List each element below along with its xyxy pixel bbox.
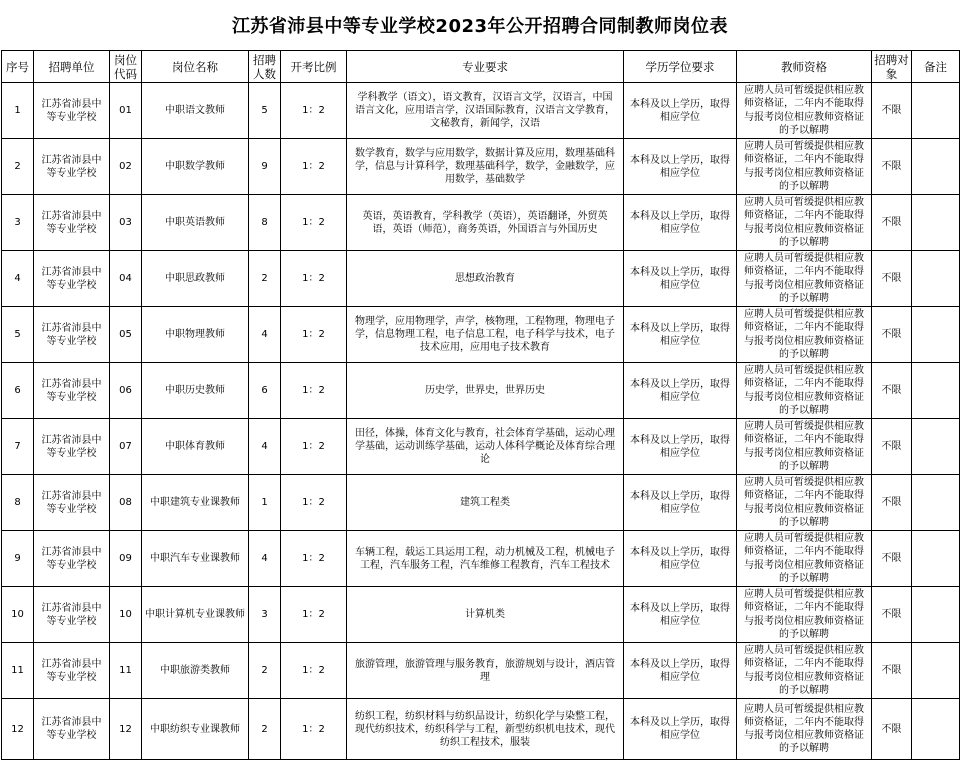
cell-code: 12: [110, 699, 142, 760]
cell-target: 不限: [872, 419, 912, 475]
cell-education: 本科及以上学历，取得相应学位: [624, 139, 737, 195]
cell-no: 5: [2, 307, 34, 363]
cell-ratio: 1：2: [281, 643, 347, 699]
cell-qualification: 应聘人员可暂缓提供相应教师资格证，二年内不能取得与报考岗位相应教师资格证的予以解聘: [737, 699, 872, 760]
cell-qualification: 应聘人员可暂缓提供相应教师资格证，二年内不能取得与报考岗位相应教师资格证的予以解聘: [737, 83, 872, 139]
header-ratio: 开考比例: [281, 51, 347, 83]
cell-qualification: 应聘人员可暂缓提供相应教师资格证，二年内不能取得与报考岗位相应教师资格证的予以解聘: [737, 307, 872, 363]
cell-unit: 江苏省沛县中等专业学校: [34, 251, 110, 307]
cell-unit: 江苏省沛县中等专业学校: [34, 643, 110, 699]
cell-unit: 江苏省沛县中等专业学校: [34, 83, 110, 139]
cell-remark: [912, 419, 960, 475]
cell-code: 09: [110, 531, 142, 587]
header-qualification: 教师资格: [737, 51, 872, 83]
cell-code: 08: [110, 475, 142, 531]
cell-count: 2: [249, 699, 281, 760]
cell-major: 田径，体操，体育文化与教育，社会体育学基础，运动心理学基础，运动训练学基础，运动人体科学概论及体育综合理论: [347, 419, 624, 475]
cell-no: 11: [2, 643, 34, 699]
cell-qualification: 应聘人员可暂缓提供相应教师资格证，二年内不能取得与报考岗位相应教师资格证的予以解聘: [737, 139, 872, 195]
cell-no: 9: [2, 531, 34, 587]
cell-education: 本科及以上学历，取得相应学位: [624, 531, 737, 587]
cell-remark: [912, 587, 960, 643]
cell-position: 中职汽车专业课教师: [142, 531, 249, 587]
cell-ratio: 1：2: [281, 363, 347, 419]
cell-education: 本科及以上学历，取得相应学位: [624, 83, 737, 139]
cell-position: 中职物理教师: [142, 307, 249, 363]
cell-unit: 江苏省沛县中等专业学校: [34, 475, 110, 531]
cell-major: 建筑工程类: [347, 475, 624, 531]
cell-unit: 江苏省沛县中等专业学校: [34, 419, 110, 475]
cell-education: 本科及以上学历，取得相应学位: [624, 307, 737, 363]
cell-code: 07: [110, 419, 142, 475]
cell-no: 12: [2, 699, 34, 760]
cell-position: 中职语文教师: [142, 83, 249, 139]
cell-major: 车辆工程，载运工具运用工程，动力机械及工程，机械电子工程，汽车服务工程，汽车维修工程教育，汽车工程技术: [347, 531, 624, 587]
header-count: 招聘人数: [249, 51, 281, 83]
cell-target: 不限: [872, 475, 912, 531]
positions-table: [1, 50, 960, 760]
cell-target: 不限: [872, 139, 912, 195]
cell-remark: [912, 643, 960, 699]
cell-count: 8: [249, 195, 281, 251]
cell-education: 本科及以上学历，取得相应学位: [624, 643, 737, 699]
cell-code: 03: [110, 195, 142, 251]
cell-position: 中职历史教师: [142, 363, 249, 419]
cell-remark: [912, 531, 960, 587]
cell-qualification: 应聘人员可暂缓提供相应教师资格证，二年内不能取得与报考岗位相应教师资格证的予以解聘: [737, 531, 872, 587]
cell-no: 3: [2, 195, 34, 251]
header-unit: 招聘单位: [34, 51, 110, 83]
cell-no: 6: [2, 363, 34, 419]
cell-unit: 江苏省沛县中等专业学校: [34, 699, 110, 760]
cell-position: 中职体育教师: [142, 419, 249, 475]
cell-education: 本科及以上学历，取得相应学位: [624, 699, 737, 760]
cell-code: 06: [110, 363, 142, 419]
cell-qualification: 应聘人员可暂缓提供相应教师资格证，二年内不能取得与报考岗位相应教师资格证的予以解聘: [737, 363, 872, 419]
table-header-row: [2, 51, 960, 83]
cell-ratio: 1：2: [281, 419, 347, 475]
cell-no: 4: [2, 251, 34, 307]
cell-education: 本科及以上学历，取得相应学位: [624, 195, 737, 251]
page-title: 江苏省沛县中等专业学校2023年公开招聘合同制教师岗位表: [231, 16, 729, 37]
cell-target: 不限: [872, 363, 912, 419]
cell-major: 学科教学（语文），语文教育，汉语言文学，汉语言，中国语言文化，应用语言学，汉语国际教育，汉语言文学教育，文秘教育，新闻学，汉语: [347, 83, 624, 139]
cell-code: 05: [110, 307, 142, 363]
cell-education: 本科及以上学历，取得相应学位: [624, 419, 737, 475]
table-row: [2, 83, 960, 139]
cell-no: 10: [2, 587, 34, 643]
cell-major: 计算机类: [347, 587, 624, 643]
cell-qualification: 应聘人员可暂缓提供相应教师资格证，二年内不能取得与报考岗位相应教师资格证的予以解聘: [737, 587, 872, 643]
table-row: [2, 419, 960, 475]
header-remark: 备注: [912, 51, 960, 83]
header-target: 招聘对象: [872, 51, 912, 83]
cell-major: 历史学，世界史，世界历史: [347, 363, 624, 419]
cell-position: 中职旅游类教师: [142, 643, 249, 699]
cell-ratio: 1：2: [281, 251, 347, 307]
cell-no: 2: [2, 139, 34, 195]
cell-no: 8: [2, 475, 34, 531]
cell-target: 不限: [872, 83, 912, 139]
cell-code: 11: [110, 643, 142, 699]
cell-target: 不限: [872, 643, 912, 699]
header-no: 序号: [2, 51, 34, 83]
cell-major: 数学教育，数学与应用数学，数据计算及应用，数理基础科学，信息与计算科学，数理基础科学，数学，金融数学，应用数学，基础数学: [347, 139, 624, 195]
table-row: [2, 587, 960, 643]
cell-unit: 江苏省沛县中等专业学校: [34, 139, 110, 195]
cell-remark: [912, 475, 960, 531]
cell-target: 不限: [872, 307, 912, 363]
cell-qualification: 应聘人员可暂缓提供相应教师资格证，二年内不能取得与报考岗位相应教师资格证的予以解聘: [737, 251, 872, 307]
cell-remark: [912, 699, 960, 760]
cell-position: 中职纺织专业课教师: [142, 699, 249, 760]
cell-count: 1: [249, 475, 281, 531]
cell-count: 5: [249, 83, 281, 139]
cell-education: 本科及以上学历，取得相应学位: [624, 363, 737, 419]
cell-target: 不限: [872, 531, 912, 587]
cell-qualification: 应聘人员可暂缓提供相应教师资格证，二年内不能取得与报考岗位相应教师资格证的予以解聘: [737, 643, 872, 699]
cell-unit: 江苏省沛县中等专业学校: [34, 195, 110, 251]
cell-ratio: 1：2: [281, 139, 347, 195]
cell-code: 10: [110, 587, 142, 643]
cell-ratio: 1：2: [281, 195, 347, 251]
cell-ratio: 1：2: [281, 587, 347, 643]
header-position: 岗位名称: [142, 51, 249, 83]
cell-education: 本科及以上学历，取得相应学位: [624, 251, 737, 307]
cell-position: 中职英语教师: [142, 195, 249, 251]
cell-major: 旅游管理，旅游管理与服务教育，旅游规划与设计，酒店管理: [347, 643, 624, 699]
table-row: [2, 643, 960, 699]
cell-major: 思想政治教育: [347, 251, 624, 307]
cell-ratio: 1：2: [281, 475, 347, 531]
cell-education: 本科及以上学历，取得相应学位: [624, 475, 737, 531]
cell-code: 01: [110, 83, 142, 139]
cell-major: 纺织工程，纺织材料与纺织品设计，纺织化学与染整工程，现代纺织技术，纺织科学与工程，新型纺织机电技术，现代纺织工程技术，服装: [347, 699, 624, 760]
cell-remark: [912, 139, 960, 195]
cell-ratio: 1：2: [281, 83, 347, 139]
table-row: [2, 139, 960, 195]
cell-unit: 江苏省沛县中等专业学校: [34, 363, 110, 419]
cell-count: 6: [249, 363, 281, 419]
header-code: 岗位代码: [110, 51, 142, 83]
cell-position: 中职思政教师: [142, 251, 249, 307]
cell-position: 中职计算机专业课教师: [142, 587, 249, 643]
table-row: [2, 475, 960, 531]
cell-remark: [912, 307, 960, 363]
table-row: [2, 307, 960, 363]
cell-target: 不限: [872, 251, 912, 307]
cell-remark: [912, 363, 960, 419]
table-row: [2, 363, 960, 419]
table-row: [2, 251, 960, 307]
cell-ratio: 1：2: [281, 307, 347, 363]
cell-remark: [912, 251, 960, 307]
cell-target: 不限: [872, 587, 912, 643]
cell-unit: 江苏省沛县中等专业学校: [34, 531, 110, 587]
cell-qualification: 应聘人员可暂缓提供相应教师资格证，二年内不能取得与报考岗位相应教师资格证的予以解聘: [737, 195, 872, 251]
cell-major: 英语，英语教育，学科教学（英语），英语翻译，外贸英语，英语（师范），商务英语，外国语言与外国历史: [347, 195, 624, 251]
header-education: 学历学位要求: [624, 51, 737, 83]
cell-position: 中职数学教师: [142, 139, 249, 195]
table-row: [2, 531, 960, 587]
cell-major: 物理学，应用物理学，声学，核物理，工程物理，物理电子学，信息物理工程，电子信息工程，电子科学与技术，电子技术应用，应用电子技术教育: [347, 307, 624, 363]
cell-count: 4: [249, 531, 281, 587]
cell-position: 中职建筑专业课教师: [142, 475, 249, 531]
cell-count: 9: [249, 139, 281, 195]
cell-ratio: 1：2: [281, 531, 347, 587]
cell-no: 1: [2, 83, 34, 139]
cell-unit: 江苏省沛县中等专业学校: [34, 307, 110, 363]
cell-no: 7: [2, 419, 34, 475]
cell-count: 4: [249, 419, 281, 475]
cell-education: 本科及以上学历，取得相应学位: [624, 587, 737, 643]
cell-remark: [912, 83, 960, 139]
cell-count: 2: [249, 643, 281, 699]
cell-unit: 江苏省沛县中等专业学校: [34, 587, 110, 643]
table-row: [2, 699, 960, 760]
header-major: 专业要求: [347, 51, 624, 83]
cell-ratio: 1：2: [281, 699, 347, 760]
cell-count: 2: [249, 251, 281, 307]
cell-target: 不限: [872, 699, 912, 760]
cell-count: 3: [249, 587, 281, 643]
cell-qualification: 应聘人员可暂缓提供相应教师资格证，二年内不能取得与报考岗位相应教师资格证的予以解聘: [737, 475, 872, 531]
table-row: [2, 195, 960, 251]
cell-qualification: 应聘人员可暂缓提供相应教师资格证，二年内不能取得与报考岗位相应教师资格证的予以解聘: [737, 419, 872, 475]
cell-code: 04: [110, 251, 142, 307]
cell-remark: [912, 195, 960, 251]
cell-target: 不限: [872, 195, 912, 251]
cell-code: 02: [110, 139, 142, 195]
cell-count: 4: [249, 307, 281, 363]
